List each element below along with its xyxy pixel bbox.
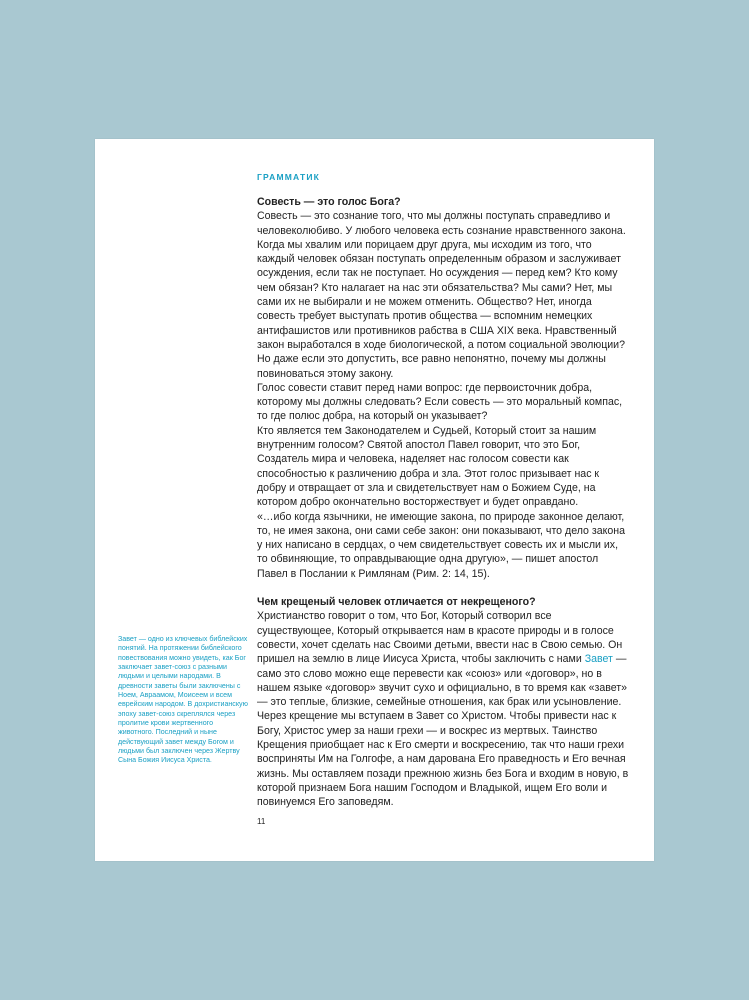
sidebar-note: Завет — одно из ключевых библейских понятий. На протяжении библейского повествования можно увидеть, как Бог заключает завет-союз с разными людьми и целыми народами. В древности заветы были заключены с Ноем, Авраамом, Моисеем и всем еврейским народом. В дохристианскую эпоху завет-союз скреплялся через пролитие крови жертвенного животного. Последний и ныне действующий завет между Богом и людьми был заключен через Жертву Сына Божия Иисуса Христа. — [118, 635, 248, 765]
book-page — [95, 139, 654, 861]
covenant-term-link[interactable]: Завет — [584, 653, 613, 666]
heading-baptism: Чем крещеный человек отличается от некрещеного? — [257, 596, 536, 609]
paragraph: Голос совести ставит перед нами вопрос: где первоисточник добра, которому мы должны следовать? Если совесть — это моральный компас, то где полюс добра, на который он указывает? — [257, 381, 623, 423]
paragraph-covenant — [257, 609, 629, 709]
main-text-column — [257, 195, 629, 809]
paragraph: Совесть — это сознание того, что мы должны поступать справедливо и человеколюбиво. У любого человека есть сознание нравственного закона. Когда мы хвалим или порицаем друг друга, мы исходим из того, что каждый человек обязан поступать определенным образом и заслуживает осуждения, если так не поступает. Но осуждения — перед кем? Кто кому чем обязан? Кто налагает на нас эти обязательства? Мы сами? Нет, мы сами их не выбирали и не можем отменить. Общество? Нет, иногда совесть требует выступать против общества — вспомним немецких антифашистов или противников рабства в США XIX века. Нравственный закон выработался в ходе биологической, а потом социальной эволюции? Но даже если это допустить, все равно непонятно, почему мы должны повиноваться этому закону. — [257, 210, 626, 380]
section-label: ГРАММАТИК — [257, 172, 321, 182]
paragraph: Кто является тем Законодателем и Судьей, Который стоит за нашим внутренним голосом? Святой апостол Павел говорит, что это Бог, Создатель мира и человека, наделяет нас голосом совести как способностью к различению добра и зла. Этот голос призывает нас к добру и отвращает от зла и свидетельствует нам о Божием Суде, на котором добро окончательно восторжествует и будет оправдано. — [257, 424, 600, 509]
quote-paragraph: «…ибо когда язычники, не имеющие закона, по природе законное делают, то, не имея закона, они сами себе закон: они показывают, что дело закона у них написано в сердцах, о чем свидетельствует совесть их и мысли их, то обвиняющие, то оправдывающие одна другую», — пишет апостол Павел в Послании к Римлянам (Рим. 2: 14, 15). — [257, 510, 626, 580]
paragraph-text: Христианство говорит о том, что Бог, Который сотворил все существующее, Который открывается нам в красоте природы и в голосе совести, хочет сделать нас Своими детьми, ввести нас в Свою семью. Он пришел на землю в лице Иисуса Христа, чтобы заключить с нами — [257, 610, 623, 666]
heading-conscience: Совесть — это голос Бога? — [257, 196, 401, 208]
paragraph: Через крещение мы вступаем в Завет со Христом. Чтобы привести нас к Богу, Христос умер за наши грехи — и воскрес из мертвых. Таинство Крещения приобщает нас к Его смерти и воскресению, так что наши грехи восприняты Им на Голгофе, а нам дарована Его праведность и Его вечная жизнь. Мы оставляем позади прежнюю жизнь без Бога и входим в новую, в которой признаем Бога нашим Господом и Владыкой, ищем Его воли и повинуемся Его заповедям. — [257, 710, 629, 809]
page-number: 11 — [257, 817, 266, 826]
section-gap — [257, 581, 629, 595]
paragraph-text: — само это слово можно еще перевести как «союз» или «договор», но в нашем языке «договор» звучит сухо и официально, в то время как «завет» — это теплые, близкие, семейные отношения, как брак или усыновление. — [257, 653, 628, 709]
